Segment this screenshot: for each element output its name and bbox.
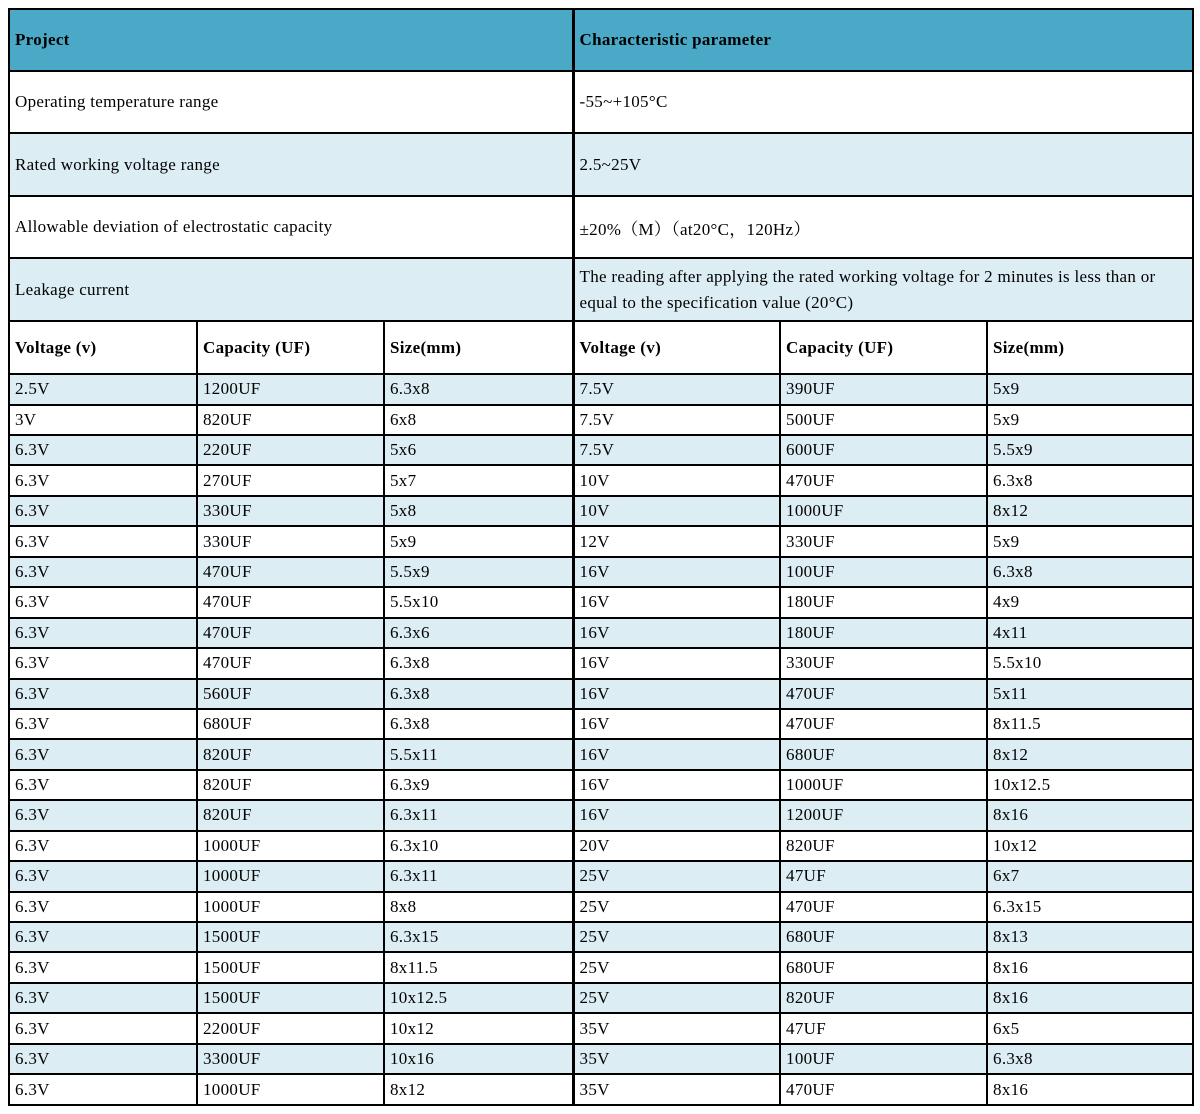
table-cell: 330UF [197, 496, 384, 526]
table-cell: 3300UF [197, 1044, 384, 1074]
table-cell: 5.5x10 [384, 587, 573, 617]
table-cell: 16V [573, 770, 780, 800]
spec-row [9, 196, 1193, 259]
column-header: Capacity (UF) [197, 321, 384, 374]
table-row [9, 465, 1193, 495]
table-cell: 820UF [197, 800, 384, 830]
table-cell: 10x16 [384, 1044, 573, 1074]
table-row [9, 435, 1193, 465]
table-cell: 25V [573, 983, 780, 1013]
table-cell: 47UF [780, 861, 987, 891]
table-cell: 470UF [197, 587, 384, 617]
table-cell: 5x11 [987, 679, 1193, 709]
table-cell: 10x12 [987, 831, 1193, 861]
table-cell: 6.3V [9, 435, 197, 465]
table-cell: 6.3x8 [987, 557, 1193, 587]
column-header: Voltage (v) [573, 321, 780, 374]
table-cell: 10x12.5 [384, 983, 573, 1013]
table-cell: 1000UF [780, 770, 987, 800]
table-row [9, 770, 1193, 800]
table-cell: 820UF [197, 739, 384, 769]
table-row [9, 709, 1193, 739]
table-cell: 6.3V [9, 1074, 197, 1105]
table-cell: 10V [573, 465, 780, 495]
table-cell: 6.3V [9, 648, 197, 678]
characteristic-header: Characteristic parameter [573, 9, 1193, 71]
table-cell: 820UF [197, 405, 384, 435]
table-cell: 6.3x15 [384, 922, 573, 952]
table-cell: 6.3x15 [987, 892, 1193, 922]
table-cell: 6.3V [9, 526, 197, 556]
table-cell: 5x9 [987, 405, 1193, 435]
table-cell: 3V [9, 405, 197, 435]
spec-label: Rated working voltage range [9, 133, 573, 196]
table-cell: 1000UF [197, 892, 384, 922]
table-cell: 6.3V [9, 1044, 197, 1074]
table-row [9, 1044, 1193, 1074]
table-cell: 1200UF [780, 800, 987, 830]
table-cell: 1500UF [197, 922, 384, 952]
column-header: Voltage (v) [9, 321, 197, 374]
table-cell: 6x8 [384, 405, 573, 435]
table-cell: 8x12 [987, 739, 1193, 769]
table-cell: 680UF [197, 709, 384, 739]
spec-value: 2.5~25V [573, 133, 1193, 196]
table-cell: 1500UF [197, 983, 384, 1013]
table-cell: 220UF [197, 435, 384, 465]
table-row [9, 1074, 1193, 1105]
column-header: Capacity (UF) [780, 321, 987, 374]
table-cell: 47UF [780, 1013, 987, 1043]
table-cell: 6.3x8 [384, 374, 573, 404]
table-cell: 5x8 [384, 496, 573, 526]
table-cell: 16V [573, 739, 780, 769]
table-cell: 6.3V [9, 618, 197, 648]
table-cell: 16V [573, 587, 780, 617]
table-cell: 6.3V [9, 861, 197, 891]
column-header: Size(mm) [987, 321, 1193, 374]
table-cell: 680UF [780, 922, 987, 952]
spec-row [9, 71, 1193, 134]
table-cell: 390UF [780, 374, 987, 404]
table-cell: 680UF [780, 739, 987, 769]
table-cell: 6.3V [9, 922, 197, 952]
table-cell: 10x12 [384, 1013, 573, 1043]
table-row [9, 587, 1193, 617]
table-cell: 8x16 [987, 983, 1193, 1013]
table-cell: 2200UF [197, 1013, 384, 1043]
table-cell: 20V [573, 831, 780, 861]
table-cell: 470UF [780, 679, 987, 709]
table-cell: 5x6 [384, 435, 573, 465]
table-row [9, 922, 1193, 952]
table-row [9, 648, 1193, 678]
table-cell: 10V [573, 496, 780, 526]
table-cell: 470UF [197, 618, 384, 648]
table-cell: 6.3V [9, 952, 197, 982]
table-cell: 35V [573, 1074, 780, 1105]
table-cell: 6.3V [9, 465, 197, 495]
table-row [9, 892, 1193, 922]
table-cell: 5.5x10 [987, 648, 1193, 678]
table-cell: 100UF [780, 557, 987, 587]
column-header: Size(mm) [384, 321, 573, 374]
table-cell: 5.5x11 [384, 739, 573, 769]
table-cell: 1000UF [780, 496, 987, 526]
table-cell: 8x12 [384, 1074, 573, 1105]
table-cell: 8x11.5 [384, 952, 573, 982]
spec-value: ±20%（M）（at20°C，120Hz） [573, 196, 1193, 259]
table-cell: 4x9 [987, 587, 1193, 617]
table-cell: 470UF [780, 1074, 987, 1105]
table-cell: 5.5x9 [987, 435, 1193, 465]
table-cell: 8x12 [987, 496, 1193, 526]
column-header-row [9, 321, 1193, 374]
table-row [9, 952, 1193, 982]
table-cell: 820UF [197, 770, 384, 800]
table-row [9, 526, 1193, 556]
table-body [9, 9, 1193, 1105]
table-cell: 25V [573, 922, 780, 952]
table-row [9, 1013, 1193, 1043]
table-cell: 180UF [780, 587, 987, 617]
table-row [9, 557, 1193, 587]
table-row [9, 983, 1193, 1013]
spec-label: Leakage current [9, 258, 573, 321]
table-cell: 470UF [780, 465, 987, 495]
table-cell: 680UF [780, 952, 987, 982]
table-row [9, 739, 1193, 769]
spec-value: The reading after applying the rated working voltage for 2 minutes is less than or equal to the specification value (20°C) [573, 258, 1193, 321]
table-row [9, 861, 1193, 891]
table-cell: 470UF [780, 709, 987, 739]
table-cell: 6.3V [9, 739, 197, 769]
table-cell: 5.5x9 [384, 557, 573, 587]
table-row [9, 405, 1193, 435]
table-cell: 16V [573, 800, 780, 830]
project-header: Project [9, 9, 573, 71]
table-cell: 6.3V [9, 1013, 197, 1043]
table-cell: 7.5V [573, 405, 780, 435]
table-cell: 25V [573, 952, 780, 982]
table-cell: 600UF [780, 435, 987, 465]
table-cell: 6.3x6 [384, 618, 573, 648]
table-cell: 6.3x10 [384, 831, 573, 861]
table-cell: 1500UF [197, 952, 384, 982]
table-cell: 6.3x9 [384, 770, 573, 800]
table-cell: 16V [573, 557, 780, 587]
table-cell: 6.3V [9, 800, 197, 830]
table-row [9, 496, 1193, 526]
table-cell: 6.3V [9, 983, 197, 1013]
table-cell: 330UF [780, 648, 987, 678]
table-cell: 180UF [780, 618, 987, 648]
table-cell: 8x13 [987, 922, 1193, 952]
table-cell: 470UF [780, 892, 987, 922]
table-cell: 8x8 [384, 892, 573, 922]
table-cell: 1200UF [197, 374, 384, 404]
table-cell: 470UF [197, 648, 384, 678]
table-cell: 25V [573, 861, 780, 891]
table-cell: 6.3x8 [384, 709, 573, 739]
spec-label: Operating temperature range [9, 71, 573, 134]
table-row [9, 618, 1193, 648]
table-cell: 10x12.5 [987, 770, 1193, 800]
table-cell: 6.3x8 [384, 679, 573, 709]
header-row [9, 9, 1193, 71]
table-cell: 6.3V [9, 709, 197, 739]
table-cell: 560UF [197, 679, 384, 709]
table-cell: 4x11 [987, 618, 1193, 648]
spec-value: -55~+105°C [573, 71, 1193, 134]
table-cell: 330UF [780, 526, 987, 556]
table-cell: 470UF [197, 557, 384, 587]
table-cell: 8x16 [987, 952, 1193, 982]
table-cell: 1000UF [197, 861, 384, 891]
table-cell: 16V [573, 648, 780, 678]
table-cell: 100UF [780, 1044, 987, 1074]
table-cell: 1000UF [197, 831, 384, 861]
table-cell: 6.3x11 [384, 861, 573, 891]
table-cell: 2.5V [9, 374, 197, 404]
table-cell: 6.3V [9, 831, 197, 861]
spec-row [9, 133, 1193, 196]
table-cell: 35V [573, 1044, 780, 1074]
table-cell: 16V [573, 618, 780, 648]
capacitor-spec-table [8, 8, 1194, 1106]
table-cell: 500UF [780, 405, 987, 435]
table-cell: 330UF [197, 526, 384, 556]
table-cell: 6.3V [9, 679, 197, 709]
spec-label: Allowable deviation of electrostatic capacity [9, 196, 573, 259]
table-cell: 8x16 [987, 1074, 1193, 1105]
table-cell: 820UF [780, 983, 987, 1013]
table-cell: 5x9 [384, 526, 573, 556]
table-cell: 5x9 [987, 374, 1193, 404]
table-cell: 8x11.5 [987, 709, 1193, 739]
table-cell: 7.5V [573, 435, 780, 465]
table-row [9, 374, 1193, 404]
table-cell: 6.3V [9, 892, 197, 922]
table-cell: 8x16 [987, 800, 1193, 830]
table-cell: 6.3x8 [384, 648, 573, 678]
table-cell: 6.3V [9, 496, 197, 526]
table-cell: 5x9 [987, 526, 1193, 556]
table-cell: 35V [573, 1013, 780, 1043]
table-row [9, 831, 1193, 861]
table-cell: 6.3x8 [987, 465, 1193, 495]
table-cell: 7.5V [573, 374, 780, 404]
spec-row [9, 258, 1193, 321]
table-cell: 6.3V [9, 557, 197, 587]
table-cell: 1000UF [197, 1074, 384, 1105]
table-cell: 270UF [197, 465, 384, 495]
table-row [9, 800, 1193, 830]
table-cell: 6x5 [987, 1013, 1193, 1043]
table-cell: 12V [573, 526, 780, 556]
table-cell: 6.3V [9, 587, 197, 617]
table-cell: 5x7 [384, 465, 573, 495]
table-cell: 6.3V [9, 770, 197, 800]
table-cell: 820UF [780, 831, 987, 861]
table-row [9, 679, 1193, 709]
table-cell: 16V [573, 709, 780, 739]
table-cell: 6.3x11 [384, 800, 573, 830]
table-cell: 25V [573, 892, 780, 922]
table-cell: 16V [573, 679, 780, 709]
table-cell: 6x7 [987, 861, 1193, 891]
table-cell: 6.3x8 [987, 1044, 1193, 1074]
